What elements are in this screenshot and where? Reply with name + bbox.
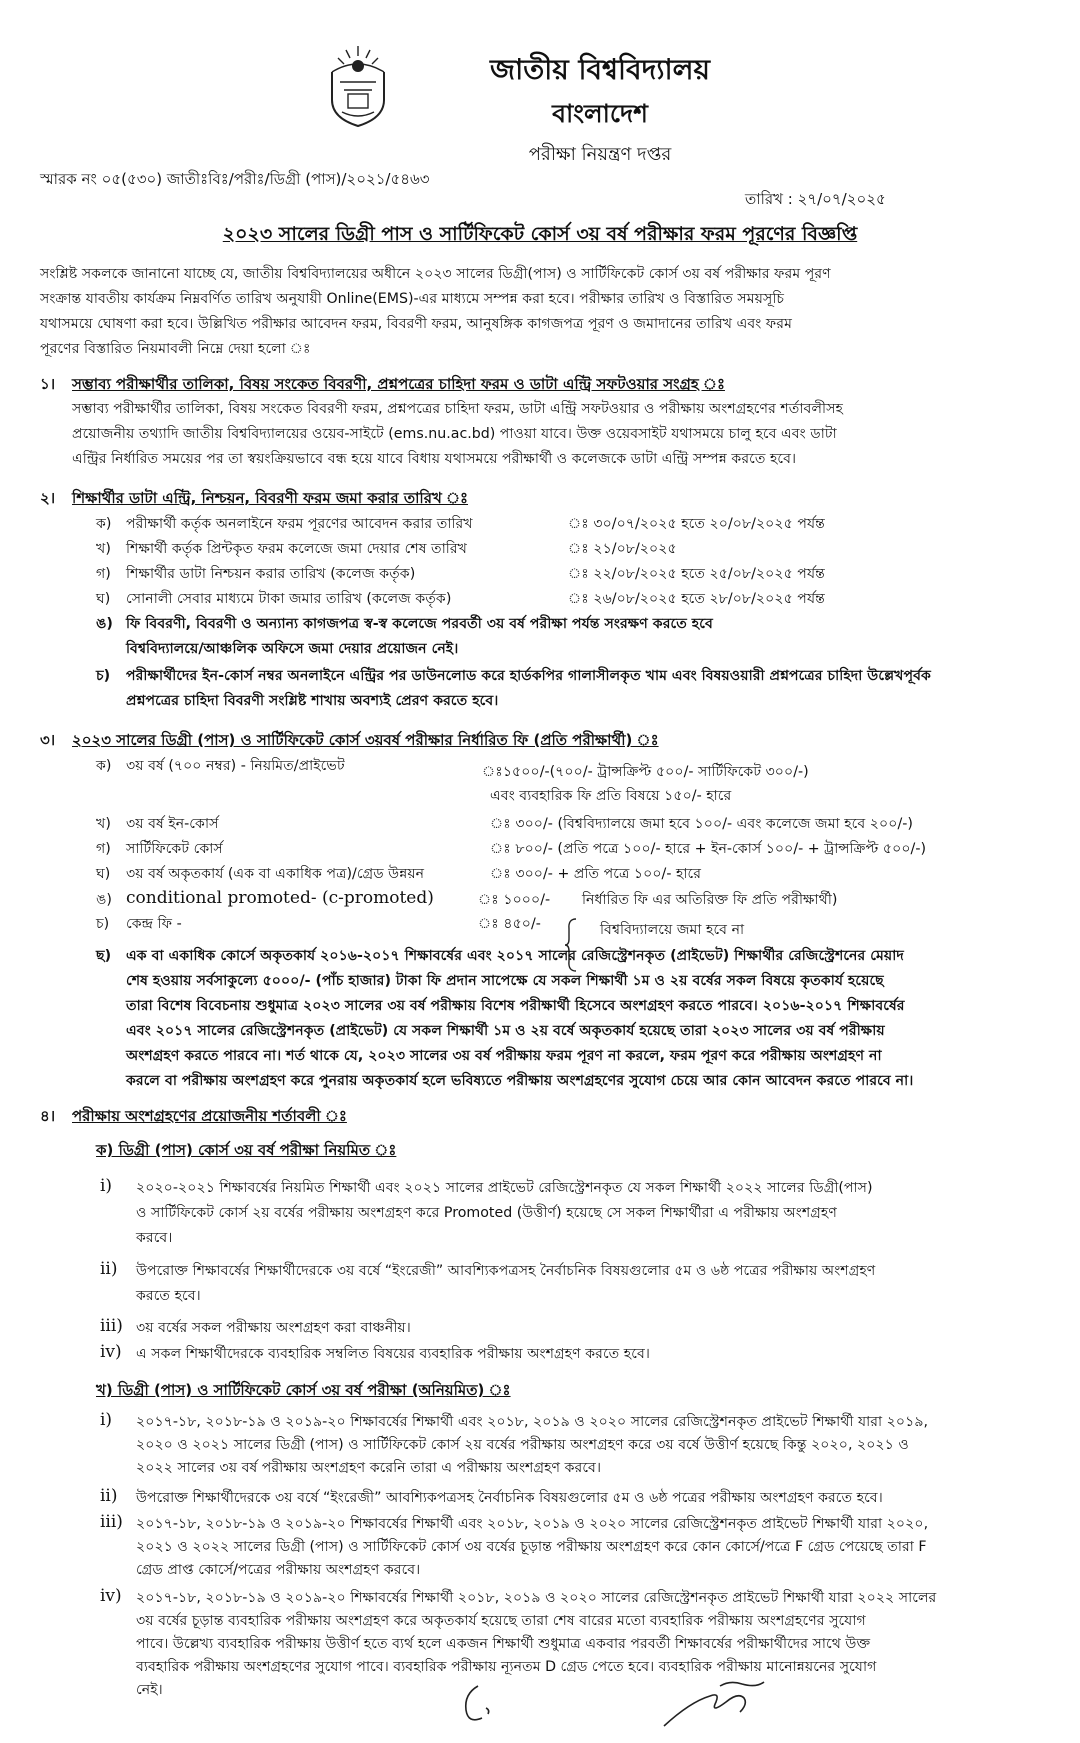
fee-text: সার্টিফিকেট কোর্স (126, 841, 223, 857)
row-label: ঘ) (96, 591, 111, 607)
item-number: ii) (100, 1486, 118, 1506)
fee-note: নির্ধারিত ফি এর অতিরিক্ত ফি প্রতি পরীক্ষার্থী) (582, 892, 838, 908)
item-line: ২০২১ ও ২০২২ সালের ডিগ্রী (পাস) ও সার্টিফিকেট কোর্স ৩য় বর্ষের চূড়ান্ত পরীক্ষায় অংশগ্রহণ করে কোন কোর্সে/পত্রে F গ্রেড পেয়েছে তারা F (136, 1539, 927, 1555)
fee-text: ৩য় বর্ষ ইন-কোর্স (126, 816, 219, 832)
section-number: ১। (40, 375, 56, 393)
country-name: বাংলাদেশ (552, 99, 648, 128)
special-line: এক বা একাধিক কোর্সে অকৃতকার্য ২০১৬-২০১৭ শিক্ষাবর্ষের এবং ২০১৭ সালের রেজিস্ট্রেশনকৃত (প্রাইভেট) শিক্ষার্থীর রেজিস্ট্রেশনের মেয়াদ (126, 948, 904, 964)
office-name: পরীক্ষা নিয়ন্ত্রণ দপ্তর (528, 144, 672, 165)
special-line: শেষ হওয়ায় সর্বসাকুল্যে ৫০০০/- (পাঁচ হাজার) টাকা ফি প্রদান সাপেক্ষে যে সকল শিক্ষার্থী ১ম ও ২য় বর্ষের সকল বিষয়ে কৃতকার্য হয়েছে (126, 973, 884, 989)
fee-value: ঃ ৮০০/- (প্রতি পত্রে ১০০/- হারে + ইন-কোর্স ১০০/- + ট্রান্সক্রিপ্ট ৫০০/-) (490, 841, 926, 857)
item-line: পাবে। উল্লেখ্য ব্যবহারিক পরীক্ষায় উত্তীর্ণ হতে ব্যর্থ হলে একজন শিক্ষার্থী শুধুমাত্র একবার পরবর্তী শিক্ষাবর্ষের পরীক্ষার্থীদের সাথে উক্ত (136, 1636, 871, 1652)
item-line: ২০১৭-১৮, ২০১৮-১৯ ও ২০১৯-২০ শিক্ষাবর্ষের শিক্ষার্থী এবং ২০১৮, ২০১৯ ও ২০২০ সালের রেজিস্ট্রেশনকৃত প্রাইভেট শিক্ষার্থী যারা ২০২০, (136, 1516, 929, 1532)
row-label: খ) (96, 541, 111, 557)
fee-value: ঃ ৩০০/- (বিশ্ববিদ্যালয়ে জমা হবে ১০০/- এবং কলেজে জমা হবে ২০০/-) (490, 816, 913, 832)
row-label: ঙ) (96, 616, 113, 632)
item-line: এ সকল শিক্ষার্থীদেরকে ব্যবহারিক সম্বলিত বিষয়ের ব্যবহারিক পরীক্ষায় অংশগ্রহণ করতে হবে। (136, 1346, 650, 1362)
memo-number: স্মারক নং ০৫(৫৩০) জাতীঃবিঃ/পরীঃ/ডিগ্রী (পাস)/২০২১/৫৪৬৩ (40, 170, 430, 188)
row-value: ঃ ৩০/০৭/২০২৫ হতে ২০/০৮/২০২৫ পর্যন্ত (568, 516, 825, 532)
fee-value: ঃ১৫০০/-(৭০০/- ট্রান্সক্রিপ্ট ৫০০/- সার্টিফিকেট ৩০০/-) (482, 764, 809, 780)
fee-label: ঙ) (96, 892, 112, 908)
item-number: iii) (100, 1512, 123, 1532)
section-heading: পরীক্ষায় অংশগ্রহণের প্রয়োজনীয় শর্তাবলী ঃ (72, 1107, 347, 1125)
row-value: ঃ ২১/০৮/২০২৫ (568, 541, 677, 557)
item-number: i) (100, 1176, 113, 1196)
row-text: শিক্ষার্থী কর্তৃক প্রিন্টকৃত ফরম কলেজে জমা দেয়ার শেষ তারিখ (126, 541, 467, 557)
item-number: iv) (100, 1342, 122, 1362)
row-value: ঃ ২২/০৮/২০২৫ হতে ২৫/০৮/২০২৫ পর্যন্ত (568, 566, 825, 582)
notice-date: তারিখ : ২৭/০৭/২০২৫ (745, 190, 886, 208)
item-line: উপরোক্ত শিক্ষার্থীদেরকে ৩য় বর্ষে “ইংরেজী” আবশ্যিকপত্রসহ নৈর্বাচনিক বিষয়গুলোর ৫ম ও ৬ষ্ঠ পত্রের পরীক্ষায় অংশগ্রহণ করতে হবে। (136, 1490, 883, 1506)
item-line: ২০২০-২০২১ শিক্ষাবর্ষের নিয়মিত শিক্ষার্থী এবং ২০২১ সালের প্রাইভেট রেজিস্ট্রেশনকৃত যে সকল শিক্ষার্থী ২০২২ সালের ডিগ্রী(পাস) (136, 1180, 873, 1196)
fee-label: গ) (96, 841, 111, 857)
fee-text: ৩য় বর্ষ (৭০০ নম্বর) - নিয়মিত/প্রাইভেট (126, 758, 345, 774)
row-label: চ) (96, 668, 111, 684)
section-heading: সম্ভাব্য পরীক্ষার্থীর তালিকা, বিষয় সংকেত বিবরণী, প্রশ্নপত্রের চাহিদা ফরম ও ডাটা এন্ট্রি সফটওয়ার সংগ্রহ ঃ (72, 375, 725, 393)
row-text: পরীক্ষার্থীদের ইন-কোর্স নম্বর অনলাইনে এন্ট্রির পর ডাউনলোড করে হার্ডকপির গালাসীলকৃত খাম এবং বিষয়ওয়ারী প্রশ্নপত্রের চাহিদা উল্লেখপূর্বক (126, 668, 931, 684)
item-line: ২০২০ ও ২০২১ সালের ডিগ্রী (পাস) ও সার্টিফিকেট কোর্স ২য় বর্ষের পরীক্ষায় অংশগ্রহণ করে ৩য় বর্ষে উত্তীর্ণ হয়েছে কিন্তু ২০২০, ২০২১ ও (136, 1437, 909, 1453)
item-line: ২০১৭-১৮, ২০১৮-১৯ ও ২০১৯-২০ শিক্ষাবর্ষের শিক্ষার্থী ২০১৮, ২০১৯ ও ২০২০ সালের রেজিস্ট্রেশনকৃত প্রাইভেট শিক্ষার্থী যারা ২০২২ সালের (136, 1590, 937, 1606)
item-line: গ্রেড প্রাপ্ত কোর্সে/পত্রের পরীক্ষায় অংশগ্রহণ করবে। (136, 1562, 421, 1578)
fee-value: ঃ ১০০০/- (478, 892, 551, 908)
special-line: এবং ২০১৭ সালের রেজিস্ট্রেশনকৃত (প্রাইভেট) যে সকল শিক্ষার্থী ১ম ও ২য় বর্ষে অকৃতকার্য হয়েছে তারা ২০২৩ সালের ৩য় বর্ষ পরীক্ষায় (126, 1023, 885, 1039)
fee-label: ক) (96, 758, 112, 774)
section-line: এন্ট্রির নির্ধারিত সময়ের পর তা স্বয়ংক্রিয়ভাবে বন্ধ হয়ে যাবে বিধায় যথাসময়ে পরীক্ষার্থী ও কলেজকে ডাটা এন্ট্রি সম্পন্ন করতে হবে। (72, 451, 797, 467)
special-line: করলে বা পরীক্ষায় অংশগ্রহণ করে পুনরায় অকৃতকার্য হলে ভবিষ্যতে পরীক্ষায় অংশগ্রহণের সুযোগ চেয়ে আর কোন আবেদন করতে পারবে না। (126, 1073, 914, 1089)
item-number: ii) (100, 1259, 118, 1279)
subsection-heading: খ) ডিগ্রী (পাস) ও সার্টিফিকেট কোর্স ৩য় বর্ষ পরীক্ষা (অনিয়মিত) ঃ (96, 1381, 511, 1399)
row-label: ক) (96, 516, 112, 532)
fee-text: কেন্দ্র ফি - (126, 916, 182, 932)
section-line: সম্ভাব্য পরীক্ষার্থীর তালিকা, বিষয় সংকেত বিবরণী ফরম, প্রশ্নপত্রের চাহিদা ফরম, ডাটা এন্ট্রি সফটওয়ার ও পরীক্ষায় অংশগ্রহণের শর্তাবলীসহ (72, 401, 843, 417)
row-value: ঃ ২৬/০৮/২০২৫ হতে ২৮/০৮/২০২৫ পর্যন্ত (568, 591, 825, 607)
fee-label: চ) (96, 916, 110, 932)
signature-icon (456, 1680, 506, 1730)
row-text: প্রশ্নপত্রের চাহিদা বিবরণী সংশ্লিষ্ট শাখায় অবশ্যই প্রেরণ করতে হবে। (126, 693, 499, 709)
row-text: ফি বিবরণী, বিবরণী ও অন্যান্য কাগজপত্র স্ব-স্ব কলেজে পরবর্তী ৩য় বর্ষ পরীক্ষা পর্যন্ত সংরক্ষণ করতে হবে (126, 616, 713, 632)
item-line: ৩য় বর্ষের সকল পরীক্ষায় অংশগ্রহণ করা বাঞ্চনীয়। (136, 1320, 411, 1336)
row-text: বিশ্ববিদ্যালয়ে/আঞ্চলিক অফিসে জমা দেয়ার প্রয়োজন নেই। (126, 641, 459, 657)
fee-value: ঃ ৪৫০/- (478, 916, 541, 932)
fee-value: এবং ব্যবহারিক ফি প্রতি বিষয়ে ১৫০/- হারে (490, 788, 732, 804)
item-line: ৩য় বর্ষের চূড়ান্ত ব্যবহারিক পরীক্ষায় অংশগ্রহণ করে অকৃতকার্য হয়েছে তারা শেষ বারের মতো ব্যবহারিক পরীক্ষায় অংশগ্রহণের সুযোগ (136, 1613, 866, 1629)
item-number: i) (100, 1410, 113, 1430)
row-text: সোনালী সেবার মাধ্যমে টাকা জমার তারিখ (কলেজ কর্তৃক) (126, 591, 452, 607)
item-line: নেই। (136, 1682, 163, 1698)
row-text: পরীক্ষার্থী কর্তৃক অনলাইনে ফরম পূরণের আবেদন করার তারিখ (126, 516, 473, 532)
item-line: ২০২২ সালের ৩য় বর্ষ পরীক্ষায় অংশগ্রহণ করেনি তারা এ পরীক্ষায় অংশগ্রহণ করবে। (136, 1460, 602, 1476)
item-number: iii) (100, 1316, 123, 1336)
item-line: করতে হবে। (136, 1288, 201, 1304)
subsection-heading: ক) ডিগ্রী (পাস) কোর্স ৩য় বর্ষ পরীক্ষা নিয়মিত ঃ (96, 1141, 397, 1159)
row-label: গ) (96, 566, 111, 582)
intro-line: যথাসময়ে ঘোষণা করা হবে। উল্লিখিত পরীক্ষার আবেদন ফরম, বিবরণী ফরম, আনুষঙ্গিক কাগজপত্র পূরণ ও জমাদানের তারিখ এবং ফরম (40, 316, 792, 332)
row-label: ছ) (96, 948, 112, 964)
row-text: শিক্ষার্থীর ডাটা নিশ্চয়ন করার তারিখ (কলেজ কর্তৃক) (126, 566, 416, 582)
item-line: ব্যবহারিক পরীক্ষায় অংশগ্রহণের সুযোগ পাবে। ব্যবহারিক পরীক্ষায় ন্যূনতম D গ্রেড পেতে হবে। ব্যবহারিক পরীক্ষায় মানোন্নয়নের সুযোগ (136, 1659, 877, 1675)
item-line: ২০১৭-১৮, ২০১৮-১৯ ও ২০১৯-২০ শিক্ষাবর্ষের শিক্ষার্থী এবং ২০১৮, ২০১৯ ও ২০২০ সালের রেজিস্ট্রেশনকৃত প্রাইভেট শিক্ষার্থী যারা ২০১৯, (136, 1414, 929, 1430)
item-line: করবে। (136, 1230, 173, 1246)
fee-value: ঃ ৩০০/- + প্রতি পত্রে ১০০/- হারে (490, 866, 702, 882)
section-line: প্রয়োজনীয় তথ্যাদি জাতীয় বিশ্ববিদ্যালয়ের ওয়েব-সাইটে (ems.nu.ac.bd) পাওয়া যাবে। উক্ত ওয়েবসাইট যথাসময়ে চালু হবে এবং ডাটা (72, 426, 837, 442)
special-line: অংশগ্রহণ করতে পারবে না। শর্ত থাকে যে, ২০২৩ সালের ৩য় বর্ষ পরীক্ষায় ফরম পূরণ না করলে, ফরম পূরণ করে পরীক্ষায় অংশগ্রহণ না (126, 1048, 882, 1064)
university-name: জাতীয় বিশ্ববিদ্যালয় (490, 53, 710, 86)
section-number: ৩। (40, 731, 56, 749)
special-line: তারা বিশেষ বিবেচনায় শুধুমাত্র ২০২৩ সালের ৩য় বর্ষ পরীক্ষায় বিশেষ পরীক্ষার্থী হিসেবে অংশগ্রহণ করতে পারবে। ২০১৬-২০১৭ শিক্ষাবর্ষের (126, 998, 905, 1014)
item-line: উপরোক্ত শিক্ষাবর্ষের শিক্ষার্থীদেরকে ৩য় বর্ষে “ইংরেজী” আবশ্যিকপত্রসহ নৈর্বাচনিক বিষয়গুলোর ৫ম ও ৬ষ্ঠ পত্রের পরীক্ষায় অংশগ্রহণ (136, 1263, 876, 1279)
section-heading: শিক্ষার্থীর ডাটা এন্ট্রি, নিশ্চয়ন, বিবরণী ফরম জমা করার তারিখ ঃ (72, 489, 469, 507)
fee-text: ৩য় বর্ষ অকৃতকার্য (এক বা একাধিক পত্র)/গ্রেড উন্নয়ন (126, 866, 425, 882)
intro-line: পূরণের বিস্তারিত নিয়মাবলী নিম্নে দেয়া হলো ঃ (40, 341, 311, 357)
item-line: ও সার্টিফিকেট কোর্স ২য় বর্ষের পরীক্ষায় অংশগ্রহণ করে Promoted (উত্তীর্ণ) হয়েছে সে সকল শিক্ষার্থীরা এ পরীক্ষায় অংশগ্রহণ (136, 1205, 837, 1221)
fee-label: খ) (96, 816, 111, 832)
intro-line: সংক্রান্ত যাবতীয় কার্যক্রম নিম্নবর্ণিত তারিখ অনুযায়ী Online(EMS)-এর মাধ্যমে সম্পন্ন করা হবে। পরীক্ষার তারিখ ও বিস্তারিত সময়সূচি (40, 291, 785, 307)
section-heading: ২০২৩ সালের ডিগ্রী (পাস) ও সার্টিফিকেট কোর্স ৩য়বর্ষ পরীক্ষার নির্ধারিত ফি (প্রতি পরীক্ষার্থী) ঃ (72, 731, 659, 749)
section-number: ৪। (40, 1107, 56, 1125)
notice-title: ২০২৩ সালের ডিগ্রী পাস ও সার্টিফিকেট কোর্স ৩য় বর্ষ পরীক্ষার ফরম পূরণের বিজ্ঞপ্তি (222, 223, 858, 245)
section-number: ২। (40, 489, 56, 507)
item-number: iv) (100, 1586, 122, 1606)
fee-note: বিশ্ববিদ্যালয়ে জমা হবে না (600, 922, 745, 938)
signature-icon (660, 1672, 770, 1734)
fee-text: conditional promoted- (c-promoted) (126, 888, 434, 908)
intro-line: সংশ্লিষ্ট সকলকে জানানো যাচ্ছে যে, জাতীয় বিশ্ববিদ্যালয়ের অধীনে ২০২৩ সালের ডিগ্রী(পাস) ও সার্টিফিকেট কোর্স ৩য় বর্ষ পরীক্ষার ফরম পূরণ (40, 266, 831, 282)
fee-label: ঘ) (96, 866, 111, 882)
